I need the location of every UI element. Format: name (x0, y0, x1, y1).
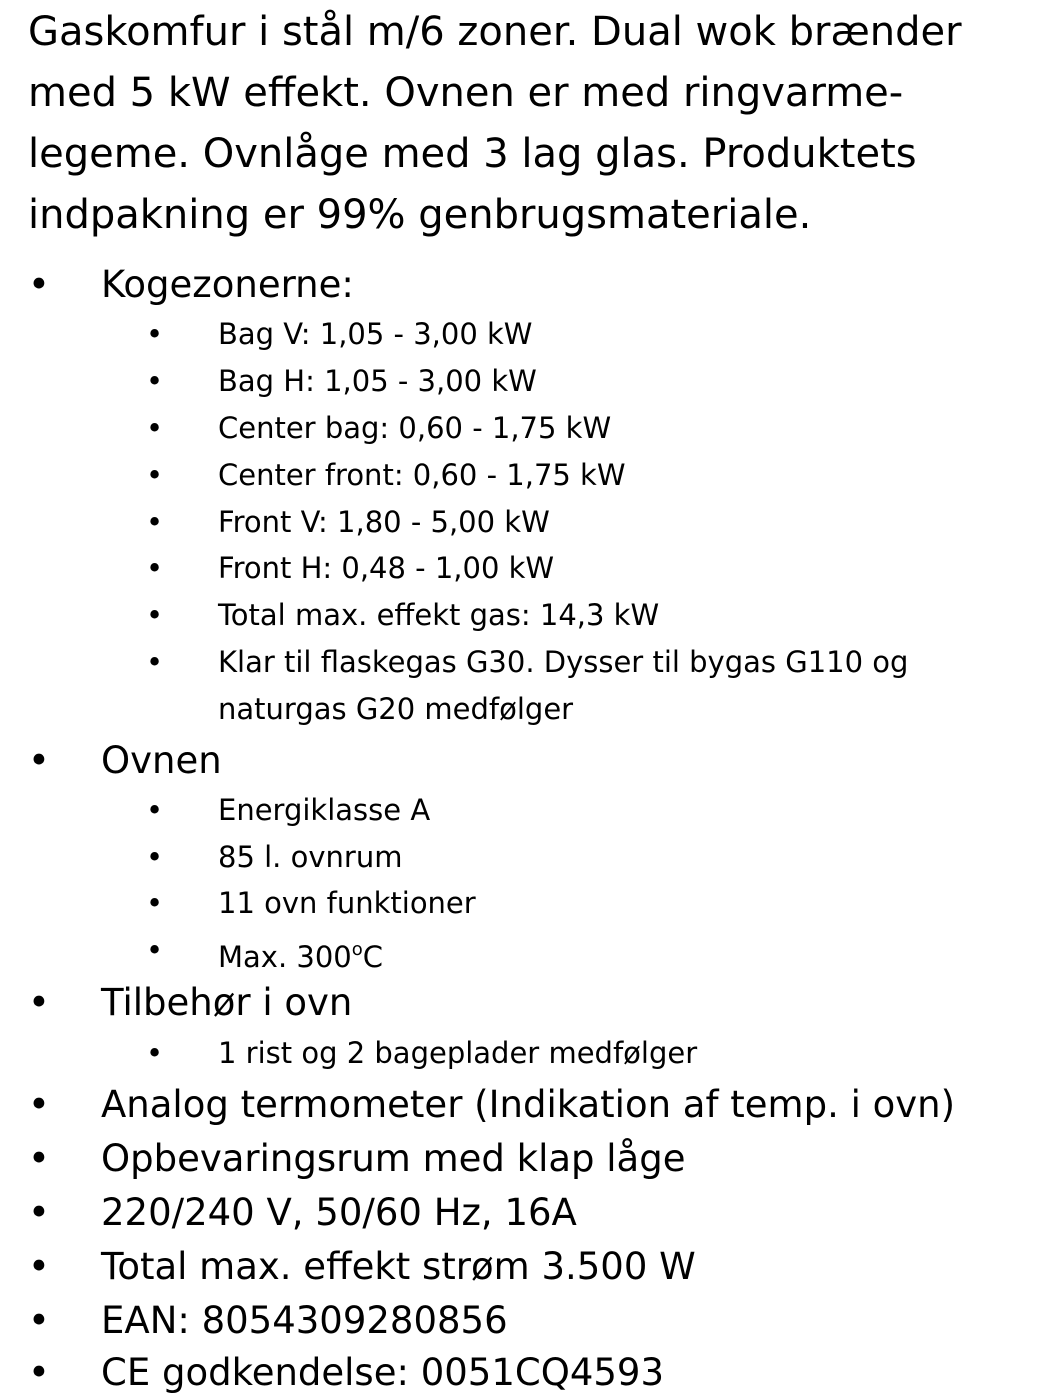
analog-thermometer: Analog termometer (Indikation af temp. i ovn) (101, 1083, 956, 1126)
section-heading-kogezoner: Kogezonerne: (101, 263, 354, 306)
bullet-icon: • (28, 981, 50, 1024)
bullet-icon: • (28, 263, 50, 306)
bullet-icon: • (146, 317, 164, 351)
gas-type-line-2: naturgas G20 medfølger (218, 692, 574, 726)
storage-compartment: Opbevaringsrum med klap låge (101, 1137, 686, 1180)
bullet-icon: • (146, 840, 164, 874)
bullet-icon: • (146, 1036, 164, 1070)
section-heading-tilbehor: Tilbehør i ovn (101, 981, 353, 1024)
max-temp-prefix: Max. 300 (218, 940, 352, 974)
oven-functions: 11 ovn funktioner (218, 886, 476, 920)
bullet-icon: • (28, 1351, 50, 1394)
bullet-icon: • (146, 793, 164, 827)
bullet-icon: • (28, 1245, 50, 1288)
zone-bag-h: Bag H: 1,05 - 3,00 kW (218, 364, 537, 398)
zone-front-v: Front V: 1,80 - 5,00 kW (218, 505, 550, 539)
bullet-icon: • (146, 933, 164, 967)
zone-center-front: Center front: 0,60 - 1,75 kW (218, 458, 626, 492)
total-power-effect: Total max. effekt strøm 3.500 W (101, 1245, 696, 1288)
bullet-icon: • (28, 739, 50, 782)
bullet-icon: • (28, 1191, 50, 1234)
max-temperature (218, 928, 383, 979)
bullet-icon: • (28, 1137, 50, 1180)
bullet-icon: • (146, 551, 164, 585)
oven-volume: 85 l. ovnrum (218, 840, 403, 874)
zone-center-bag: Center bag: 0,60 - 1,75 kW (218, 411, 612, 445)
bullet-icon: • (146, 645, 164, 679)
zone-front-h: Front H: 0,48 - 1,00 kW (218, 551, 555, 585)
bullet-icon: • (146, 411, 164, 445)
ce-approval: CE godkendelse: 0051CQ4593 (101, 1351, 664, 1394)
bullet-icon: • (146, 505, 164, 539)
energy-class: Energiklasse A (218, 793, 431, 827)
accessories-included: 1 rist og 2 bageplader medfølger (218, 1036, 698, 1070)
bullet-icon: • (146, 364, 164, 398)
degree-symbol: o (351, 939, 363, 960)
section-heading-ovnen: Ovnen (101, 739, 222, 782)
product-intro-text: Gaskomfur i stål m/6 zoner. Dual wok brænder med 5 kW effekt. Ovnen er med ringvarme-legeme. Ovnlåge med 3 lag glas. Produktets indpakning er 99% genbrugsmateriale. (28, 9, 962, 238)
bullet-icon: • (28, 1083, 50, 1126)
total-gas-effect: Total max. effekt gas: 14,3 kW (218, 598, 660, 632)
electrical-spec: 220/240 V, 50/60 Hz, 16A (101, 1191, 577, 1234)
bullet-icon: • (146, 458, 164, 492)
bullet-icon: • (28, 1299, 50, 1342)
gas-type-line-1: Klar til flaskegas G30. Dysser til bygas G110 og (218, 645, 909, 679)
zone-bag-v: Bag V: 1,05 - 3,00 kW (218, 317, 533, 351)
bullet-icon: • (146, 598, 164, 632)
ean-code: EAN: 8054309280856 (101, 1299, 508, 1342)
bullet-icon: • (146, 886, 164, 920)
temp-unit: C (362, 940, 384, 974)
